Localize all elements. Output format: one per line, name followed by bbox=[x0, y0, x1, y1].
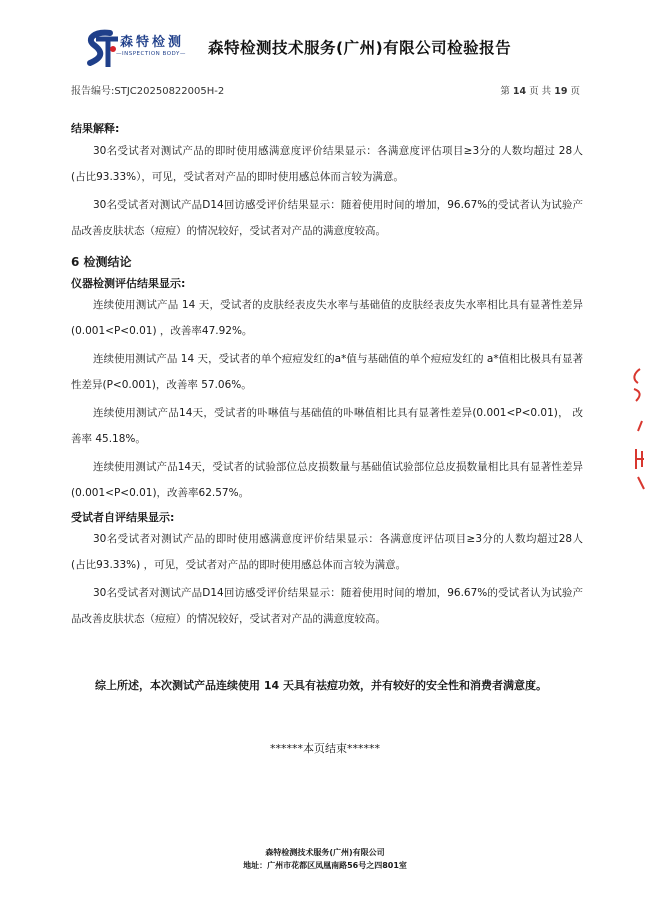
instrument-paragraph: 连续使用测试产品 14 天，受试者的单个痘痘发红的a*值与基础值的单个痘痘发红的 a*值相比极具有显著性差异(P<0.001)，改善率 57.06%。 bbox=[71, 353, 583, 391]
instrument-paragraph: 连续使用测试产品 14 天，受试者的皮肤经表皮失水率与基础值的皮肤经表皮失水率相比具有显著性差异(0.001<P<0.01) ，改善率47.92%。 bbox=[71, 299, 583, 337]
self-eval-heading: 受试者自评结果显示: bbox=[71, 511, 175, 524]
company-report-title: 森特检测技术服务(广州)有限公司检验报告 bbox=[208, 39, 512, 57]
instrument-paragraph: 连续使用测试产品14天，受试者的卟啉值与基础值的卟啉值相比具有显著性差异(0.001<P<0.01)， 改善率 45.18%。 bbox=[71, 407, 583, 445]
results-explanation-heading: 结果解释: bbox=[71, 122, 120, 135]
results-paragraph: 30名受试者对测试产品D14回访感受评价结果显示：随着使用时间的增加，96.67%的受试者认为试验产品改善皮肤状态（痘痘）的情况较好，受试者对产品的满意度较高。 bbox=[71, 199, 583, 237]
page-prefix: 第 bbox=[500, 86, 510, 97]
page-total: 19 bbox=[554, 86, 568, 97]
instrument-paragraph: 连续使用测试产品14天，受试者的试验部位总皮损数量与基础值试验部位总皮损数量相比具有显著性差异(0.001<P<0.01)，改善率62.57%。 bbox=[71, 461, 583, 499]
section-title-conclusion: 6 检测结论 bbox=[71, 255, 132, 269]
report-body bbox=[71, 120, 583, 632]
company-logo bbox=[80, 27, 220, 71]
footer-company: 森特检测技术服务(广州)有限公司 bbox=[265, 848, 385, 857]
page-end-mark: ******本页结束****** bbox=[270, 742, 380, 755]
report-number: 报告编号:STJC20250822005H-2 bbox=[71, 86, 225, 97]
instrument-results-heading: 仪器检测评估结果显示: bbox=[71, 277, 186, 290]
report-header bbox=[0, 0, 650, 70]
page-indicator bbox=[500, 83, 580, 97]
logo-text: 森特检测 bbox=[120, 35, 185, 50]
results-paragraph: 30名受试者对测试产品的即时使用感满意度评价结果显示：各满意度评估项目≥3分的人数均超过 28人 (占比93.33%），可见，受试者对产品的即时使用感总体而言较为满意。 bbox=[71, 145, 583, 183]
page-current: 14 bbox=[512, 86, 527, 97]
logo-subtext: —INSPECTION BODY— bbox=[116, 51, 186, 57]
footer-address: 地址：广州市花都区凤凰南路56号之四801室 bbox=[243, 861, 407, 870]
self-eval-paragraph: 30名受试者对测试产品的即时使用感满意度评价结果显示：各满意度评估项目≥3分的人数均超过28人 (占比93.33%) ，可见，受试者对产品的即时使用感总体而言较为满意。 bbox=[71, 533, 583, 571]
logo-st-mark-icon bbox=[80, 27, 120, 71]
report-footer bbox=[0, 846, 650, 872]
page-suffix: 页 bbox=[570, 86, 580, 97]
conclusion-summary: 综上所述，本次测试产品连续使用 14 天具有祛痘功效，并有较好的安全性和消费者满意度。 bbox=[95, 679, 547, 692]
self-eval-paragraph: 30名受试者对测试产品D14回访感受评价结果显示：随着使用时间的增加，96.67%的受试者认为试验产品改善皮肤状态（痘痘）的情况较好，受试者对产品的满意度较高。 bbox=[71, 587, 583, 625]
seal-stamp-edge-icon bbox=[628, 365, 650, 495]
page-middle: 页 共 bbox=[529, 86, 552, 97]
